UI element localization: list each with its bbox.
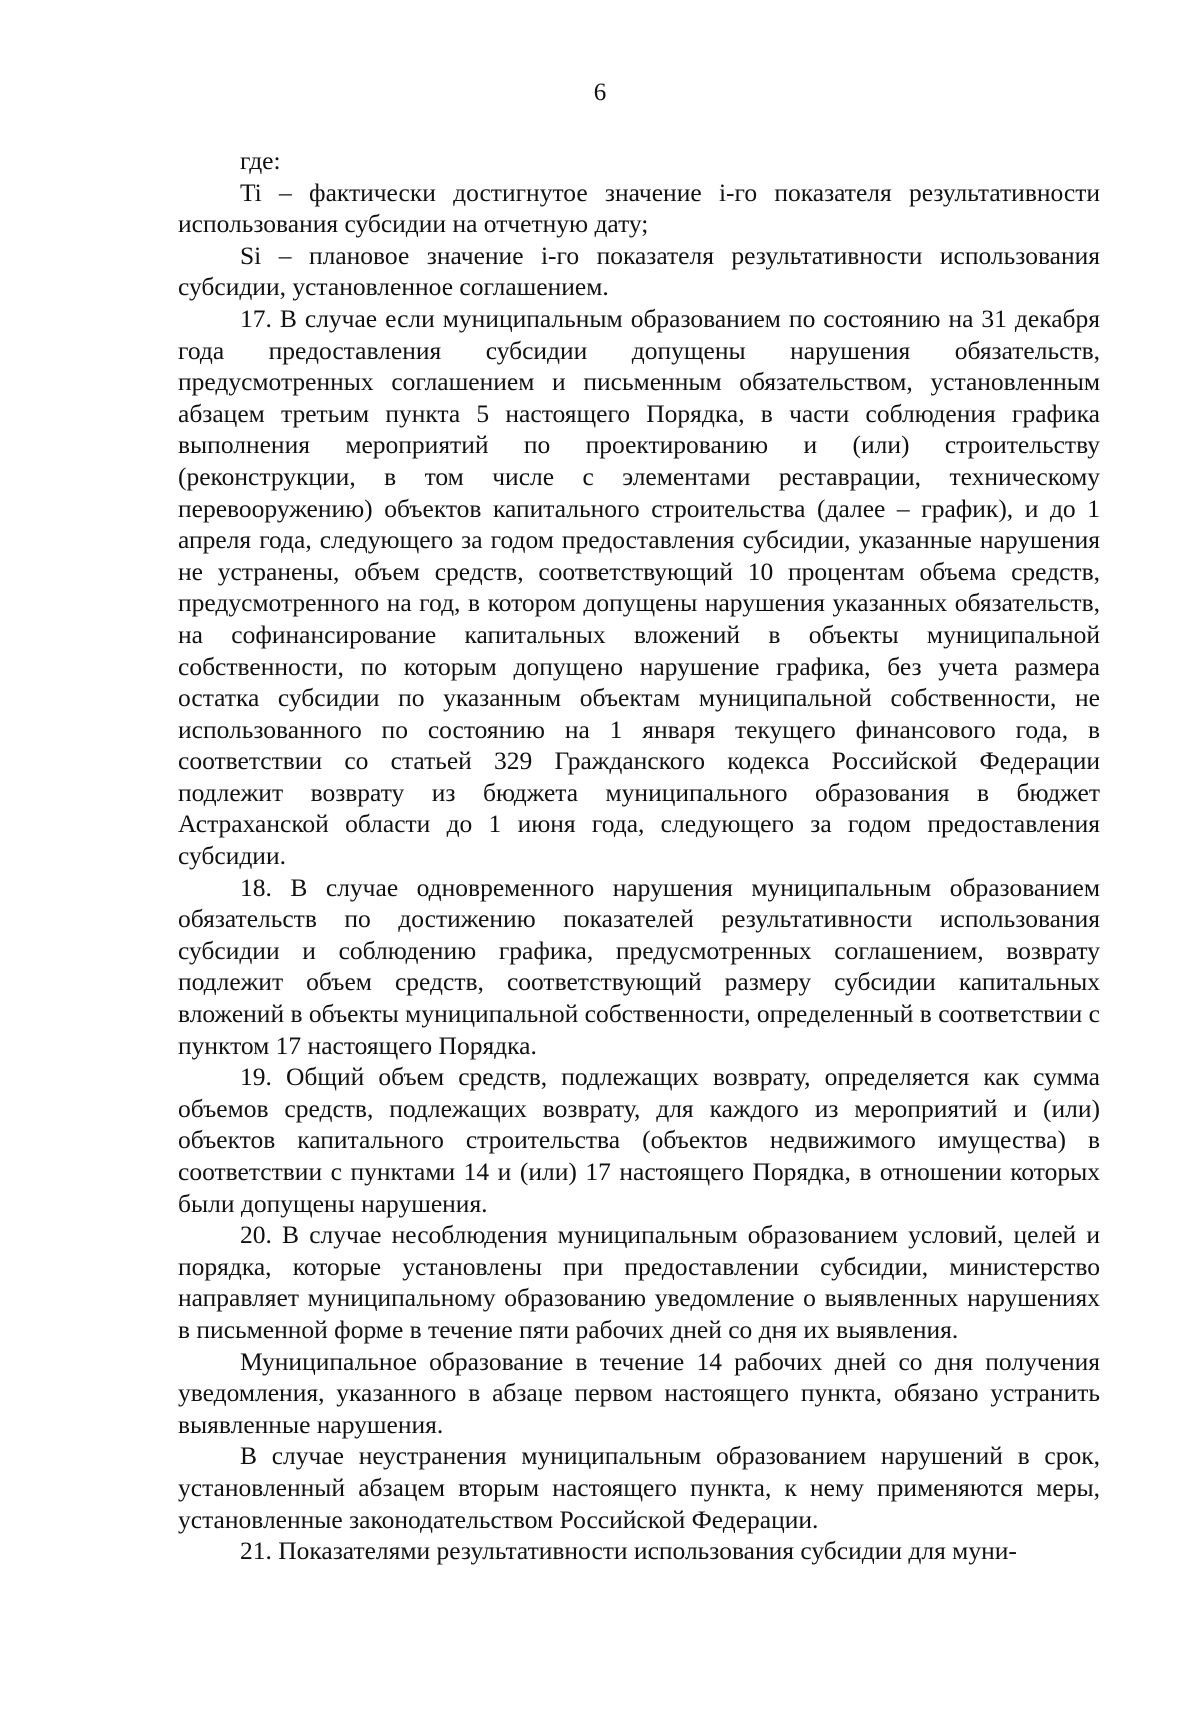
document-body (178, 145, 1100, 1567)
paragraph-20: 20. В случае несоблюдения муниципальным образованием условий, целей и порядка, которые установлены при предоставлении субсидии, министерство направляет муниципальному образованию уведомление о выявленных нарушениях в письменной форме в течение пяти рабочих дней со дня их выявления. (178, 1220, 1100, 1344)
paragraph-21: 21. Показателями результативности использования субсидии для муни- (240, 1536, 1017, 1566)
paragraph-19: 19. Общий объем средств, подлежащих возврату, определяется как сумма объемов средств, подлежащих возврату, для каждого из мероприятий и (или) объектов капитального строительства (объектов недвижимого имущества) в соответствии с пунктами 14 и (или) 17 настоящего Порядка, в отношении которых были допущены нарушения. (178, 1062, 1100, 1218)
paragraph-17: 17. В случае если муниципальным образованием по состоянию на 31 декабря года предоставления субсидии допущены нарушения обязательств, предусмотренных соглашением и письменным обязательством, установленным абзацем третьим пункта 5 настоящего Порядка, в части соблюдения графика выполнения мероприятий по проектированию и (или) строительству (реконструкции, в том числе с элементами реставрации, техническому перевооружению) объектов капитального строительства (далее – график), и до 1 апреля года, следующего за годом предоставления субсидии, указанные нарушения не устранены, объем средств, соответствующий 10 процентам объема средств, предусмотренного на год, в котором допущены нарушения указанных обязательств, на софинансирование капитальных вложений в объекты муниципальной собственности, по которым допущено нарушение графика, без учета размера остатка субсидии по указанным объектам муниципальной собственности, не использованного по состоянию на 1 января текущего финансового года, в соответствии со статьей 329 Гражданского кодекса Российской Федерации подлежит возврату из бюджета муниципального образования в бюджет Астраханской области до 1 июня года, следующего за годом предоставления субсидии. (178, 303, 1100, 871)
paragraph-20-third: В случае неустранения муниципальным образованием нарушений в срок, установленный абзацем вторым настоящего пункта, к нему применяются меры, установленные законодательством Российской Федерации. (178, 1441, 1100, 1534)
paragraph-18: 18. В случае одновременного нарушения муниципальным образованием обязательств по достижению показателей результативности использования субсидии и соблюдению графика, предусмотренных соглашением, возврату подлежит объем средств, соответствующий размеру субсидии капитальных вложений в объекты муниципальной собственности, определенный в соответствии с пунктом 17 настоящего Порядка. (178, 872, 1100, 1060)
paragraph-where: где: (240, 146, 281, 175)
page-number: 6 (593, 79, 607, 106)
paragraph-si-definition: Si – плановое значение i-го показателя результативности использования субсидии, установленное соглашением. (178, 240, 1100, 302)
paragraph-ti-definition: Ti – фактически достигнутое значение i-го показателя результативности использования субсидии на отчетную дату; (178, 177, 1100, 239)
paragraph-20-second: Муниципальное образование в течение 14 рабочих дней со дня получения уведомления, указанного в абзаце первом настоящего пункта, обязано устранить выявленные нарушения. (178, 1346, 1100, 1439)
